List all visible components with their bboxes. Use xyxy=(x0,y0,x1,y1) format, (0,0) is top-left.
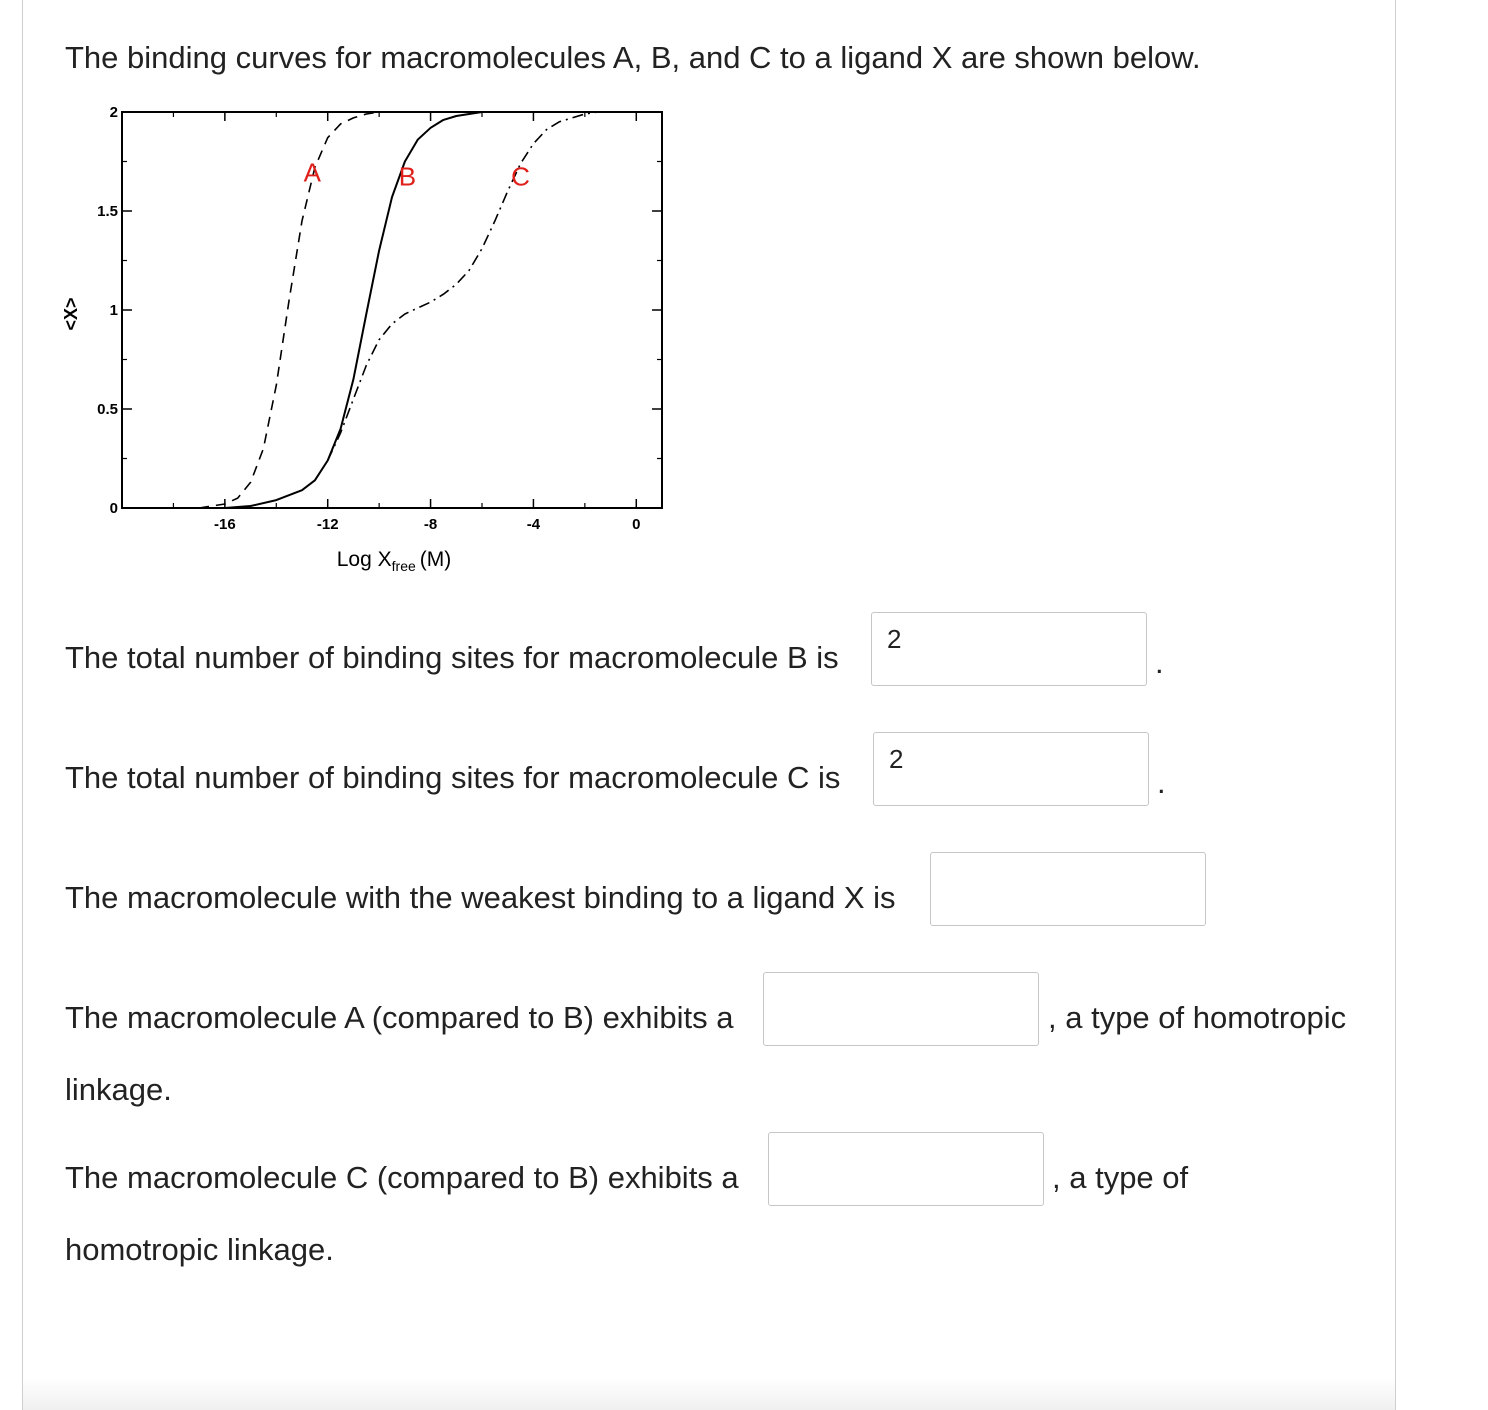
question-2-answer-input[interactable] xyxy=(873,732,1149,806)
question-5-continuation: homotropic linkage. xyxy=(65,1232,334,1267)
series-label-b: B xyxy=(398,161,417,192)
binding-curve-chart xyxy=(50,95,680,585)
frame-left-border xyxy=(22,0,23,1410)
question-4-answer-input[interactable] xyxy=(763,972,1039,1046)
question-4-text: The macromolecule A (compared to B) exhibits a xyxy=(65,1000,734,1035)
question-5-suffix: , a type of xyxy=(1052,1160,1189,1195)
x-tick-label: -16 xyxy=(214,516,236,533)
bottom-fade xyxy=(23,1378,1395,1410)
question-4-continuation: linkage. xyxy=(65,1072,172,1107)
x-tick-label: 0 xyxy=(632,516,641,533)
question-2-period: . xyxy=(1157,765,1166,800)
y-tick-label: 1.5 xyxy=(97,203,118,220)
x-tick-label: -8 xyxy=(423,516,438,533)
x-tick-label: -12 xyxy=(316,516,339,533)
y-tick-label: 0 xyxy=(109,500,118,517)
question-5-text: The macromolecule C (compared to B) exhibits a xyxy=(65,1160,739,1195)
question-2-text: The total number of binding sites for macromolecule C is xyxy=(65,760,841,795)
series-label-c: C xyxy=(511,161,530,192)
series-c-curve xyxy=(328,112,611,461)
question-3-text: The macromolecule with the weakest binding to a ligand X is xyxy=(65,880,896,915)
question-1-answer-value: 2 xyxy=(887,624,902,654)
question-1-text: The total number of binding sites for macromolecule B is xyxy=(65,640,839,675)
y-tick-label: 1 xyxy=(109,302,118,319)
question-1-period: . xyxy=(1155,645,1164,680)
question-3-answer-input[interactable] xyxy=(930,852,1206,926)
question-4-suffix: , a type of homotropic xyxy=(1048,1000,1347,1035)
x-axis-label: Log $X_{free}$ (M) xyxy=(336,548,452,574)
series-label-a: A xyxy=(303,157,321,188)
question-2-answer-value: 2 xyxy=(889,744,904,774)
y-axis-label: <X> xyxy=(61,297,81,331)
y-tick-label: 2 xyxy=(109,104,118,121)
question-1-answer-input[interactable] xyxy=(871,612,1147,686)
frame-right-border xyxy=(1395,0,1396,1410)
x-tick-label: -4 xyxy=(526,516,541,533)
y-tick-label: 0.5 xyxy=(97,401,118,418)
question-5-answer-input[interactable] xyxy=(768,1132,1044,1206)
intro-text: The binding curves for macromolecules A, B, and C to a ligand X are shown below. xyxy=(65,40,1201,75)
plot-frame xyxy=(122,112,662,508)
